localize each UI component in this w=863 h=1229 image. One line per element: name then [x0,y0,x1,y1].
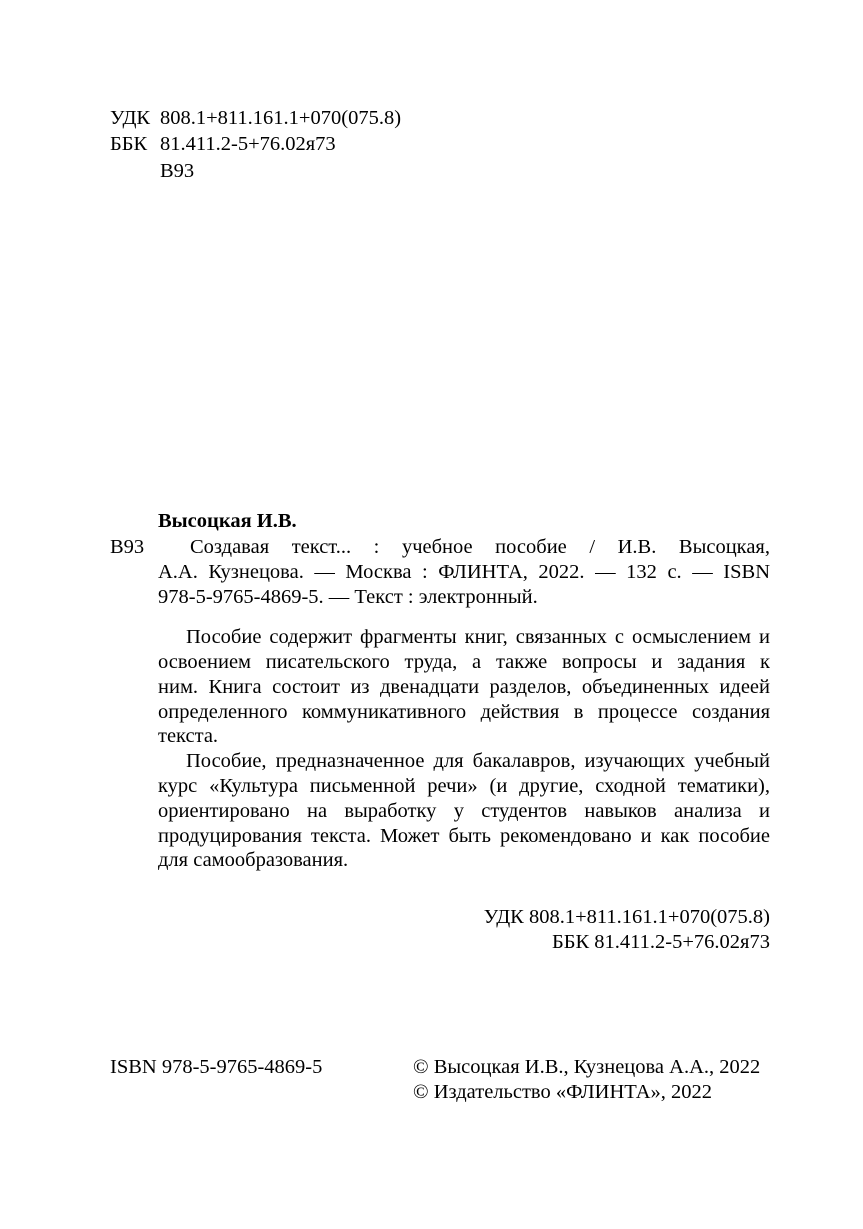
copyright-authors: © Высоцкая И.В., Кузнецова А.А., 2022 [413,1056,761,1078]
annotation-p2-line-2: курс «Культура письменной речи» (и другие, сходной тематики), [158,775,770,797]
bbk-footer: ББК 81.411.2-5+76.02я73 [551,931,770,953]
annotation-p2-line-5: для самообразования. [158,849,349,871]
bib-desc-line-1: Создавая текст... : учебное пособие / И.В. Высоцкая, [190,536,770,558]
bbk-header-line [110,132,336,157]
annotation-p1-line-2: освоением писательского труда, а также вопросы и задания к [158,651,770,673]
bbk-label: ББК [110,133,148,155]
annotation-p1-line-4: определенного коммуникативного действия в процессе создания [158,701,770,723]
annotation-p2-line-4: продуцирования текста. Может быть рекомендовано и как пособие [158,825,770,847]
bbk-value: 81.411.2-5+76.02я73 [160,133,336,155]
author-name: Высоцкая И.В. [158,510,297,532]
annotation-p1-line-5: текста. [158,725,219,747]
annotation-p2-line-1: Пособие, предназначенное для бакалавров, изучающих учебный [186,750,770,772]
annotation-p2-line-3: ориентировано на выработку у студентов навыков анализа и [158,800,770,822]
bib-desc-line-3: 978-5-9765-4869-5. — Текст : электронный. [158,586,538,608]
annotation-p1-line-3: ним. Книга состоит из двенадцати разделов, объединенных идеей [158,676,770,698]
udk-label: УДК [110,107,151,129]
isbn: ISBN 978-5-9765-4869-5 [110,1056,323,1078]
annotation-p1-line-1: Пособие содержит фрагменты книг, связанных с осмыслением и [186,626,770,648]
udk-header-line [110,106,401,131]
udk-value: 808.1+811.161.1+070(075.8) [160,107,402,129]
udk-footer: УДК 808.1+811.161.1+070(075.8) [483,906,770,928]
author-mark-bib: В93 [110,536,145,558]
copyright-publisher: © Издательство «ФЛИНТА», 2022 [413,1081,713,1103]
bib-desc-line-2: А.А. Кузнецова. — Москва : ФЛИНТА, 2022. — 132 с. — ISBN [158,561,770,583]
author-mark-header: В93 [160,160,195,182]
